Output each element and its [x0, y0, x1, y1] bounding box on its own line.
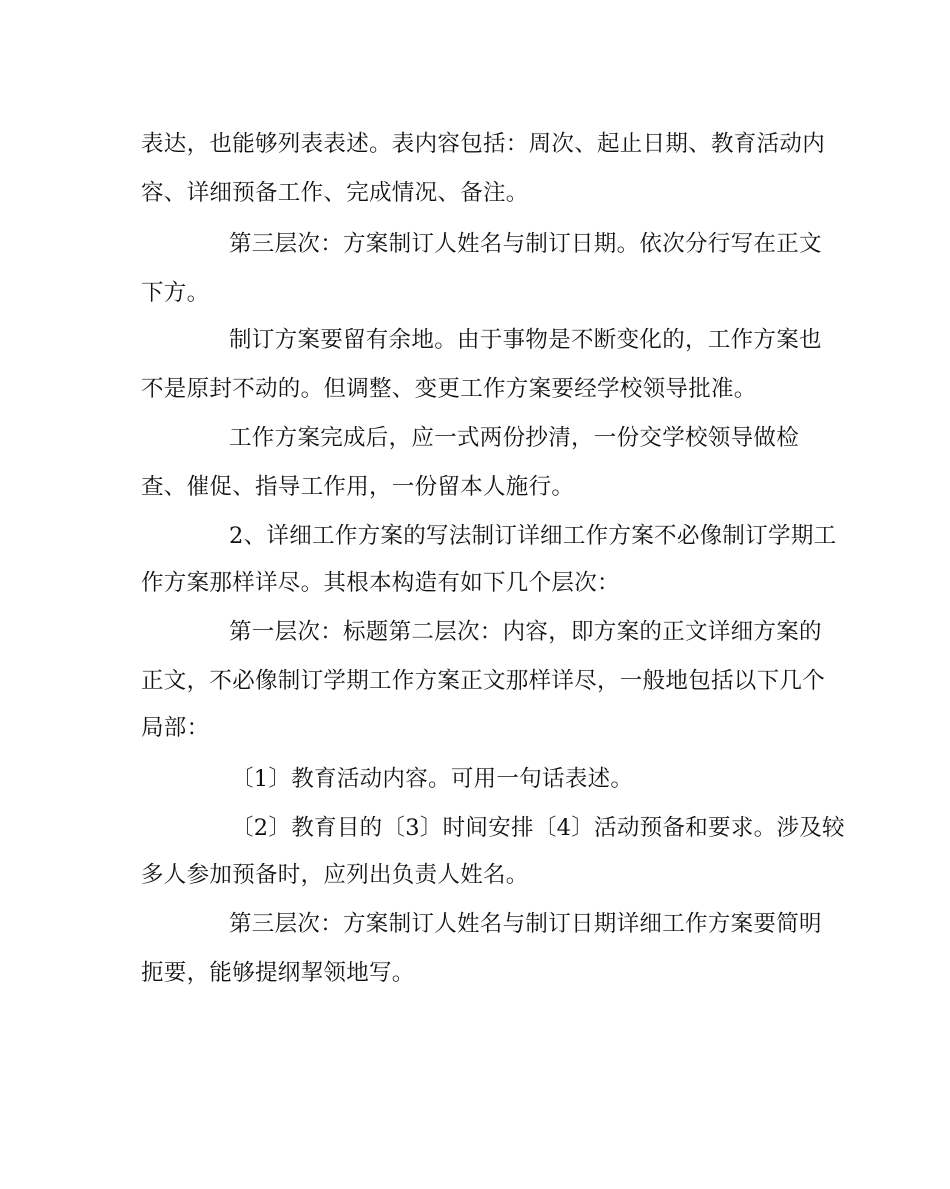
- text-line: 多人参加预备时，应列出负责人姓名。: [141, 862, 529, 888]
- text-line: 正文，不必像制订学期工作方案正文那样详尽，一般地包括以下几个: [141, 668, 826, 694]
- text-line: 表达，也能够列表表述。表内容包括：周次、起止日期、教育活动内: [141, 131, 826, 157]
- paragraph-line: 第三层次：方案制订人姓名与制订日期详细工作方案要简明: [229, 911, 822, 937]
- paragraph-line: 制订方案要留有余地。由于事物是不断变化的，工作方案也: [229, 327, 822, 353]
- text-line: 容、详细预备工作、完成情况、备注。: [141, 180, 529, 206]
- text-line: 不是原封不动的。但调整、变更工作方案要经学校领导批准。: [141, 376, 757, 402]
- paragraph-line: 工作方案完成后，应一式两份抄清，一份交学校领导做检: [229, 425, 800, 451]
- list-item: 〔1〕教育活动内容。可用一句话表述。: [231, 766, 634, 792]
- text-line: 作方案那样详尽。其根本构造有如下几个层次：: [141, 570, 620, 596]
- paragraph-line: 第一层次：标题第二层次：内容，即方案的正文详细方案的: [229, 619, 822, 645]
- list-item: 〔2〕教育目的〔3〕时间安排〔4〕活动预备和要求。涉及较: [231, 815, 845, 841]
- text-line: 查、催促、指导工作用，一份留本人施行。: [141, 474, 575, 500]
- text-line: 扼要，能够提纲挈领地写。: [141, 960, 415, 986]
- paragraph-line: 2、详细工作方案的写法制订详细工作方案不必像制订学期工: [229, 523, 837, 549]
- text-line: 下方。: [141, 280, 210, 306]
- paragraph-line: 第三层次：方案制订人姓名与制订日期。依次分行写在正文: [229, 231, 822, 257]
- text-line: 局部：: [141, 715, 210, 741]
